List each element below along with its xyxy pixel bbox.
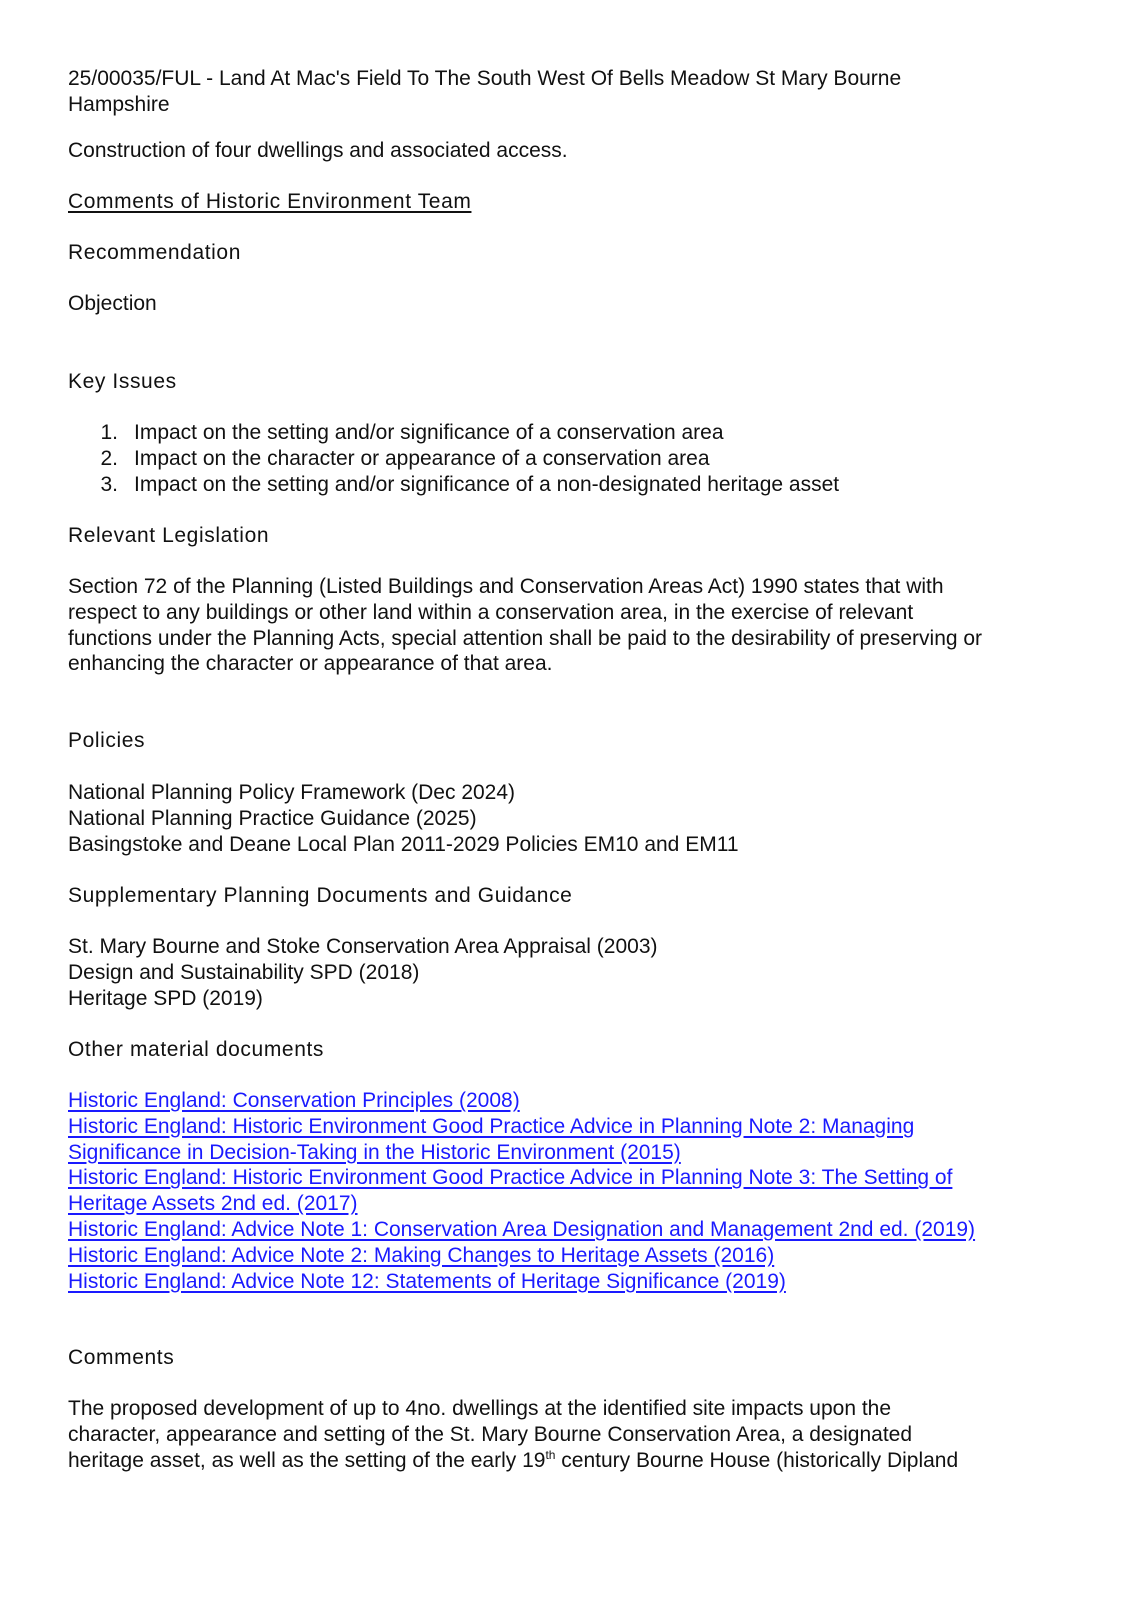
application-description: Construction of four dwellings and associated access. xyxy=(68,139,568,162)
title-line: Hampshire xyxy=(68,92,170,116)
link-advice-note-12[interactable]: Historic England: Advice Note 12: Statements of Heritage Significance (2019) xyxy=(68,1269,786,1293)
key-issues-list xyxy=(52,420,839,497)
other-docs-links xyxy=(68,1088,975,1294)
list-item: 2 . Impact on the character or appearance of a conservation area xyxy=(52,446,839,472)
other-docs-heading: Other material documents xyxy=(68,1038,325,1061)
spd-list: St. Mary Bourne and Stoke Conservation Area Appraisal (2003) Design and Sustainability SPD (2018) Heritage SPD (2019) xyxy=(68,935,658,1010)
link-advice-note-2[interactable]: Historic England: Advice Note 2: Making Changes to Heritage Assets (2016) xyxy=(68,1243,775,1267)
comments-heading: Comments xyxy=(68,1346,175,1369)
recommendation-heading: Recommendation xyxy=(68,241,241,264)
link-advice-note-1[interactable]: Historic England: Advice Note 1: Conservation Area Designation and Management 2nd ed. (2019) xyxy=(68,1217,976,1241)
team-heading: Comments of Historic Environment Team xyxy=(68,190,472,213)
spd-heading: Supplementary Planning Documents and Guidance xyxy=(68,884,573,907)
legislation-heading: Relevant Legislation xyxy=(68,524,270,547)
list-item: 3 . Impact on the setting and/or significance of a non-designated heritage asset xyxy=(52,472,839,498)
link-gpa3[interactable]: Heritage Assets 2nd ed. (2017) xyxy=(68,1192,358,1216)
policies-list: National Planning Policy Framework (Dec 2024) National Planning Practice Guidance (2025) Basingstoke and Deane Local Plan 2011-2029 Policies EM10 and EM11 xyxy=(68,781,739,856)
link-gpa2[interactable]: Historic England: Historic Environment Good Practice Advice in Planning Note 2: Managing xyxy=(68,1114,915,1138)
link-gpa2[interactable]: Significance in Decision-Taking in the Historic Environment (2015) xyxy=(68,1140,681,1164)
policies-heading: Policies xyxy=(68,729,146,752)
title-line: 25/00035/FUL - Land At Mac's Field To The South West Of Bells Meadow St Mary Bourne xyxy=(68,67,902,90)
list-item: 1 . Impact on the setting and/or significance of a conservation area xyxy=(52,420,839,446)
key-issues-heading: Key Issues xyxy=(68,370,177,393)
link-conservation-principles[interactable]: Historic England: Conservation Principles (2008) xyxy=(68,1089,520,1112)
link-gpa3[interactable]: Historic England: Historic Environment Good Practice Advice in Planning Note 3: The Setting of xyxy=(68,1166,953,1190)
comments-paragraph: The proposed development of up to 4no. dwellings at the identified site impacts upon the character, appearance and setting of the St. Mary Bourne Conservation Area, a designated heritage asset, as well as the setting of the early 19th century Bourne House (historically Dipland xyxy=(68,1397,959,1472)
legislation-paragraph: Section 72 of the Planning (Listed Buildings and Conservation Areas Act) 1990 states that with respect to any buildings or other land within a conservation area, in the exercise of relevant functions under the Planning Acts, special attention shall be paid to the desirability of preserving or enhancing the character or appearance of that area. xyxy=(68,575,983,676)
application-title xyxy=(68,66,901,118)
recommendation-value: Objection xyxy=(68,292,157,315)
